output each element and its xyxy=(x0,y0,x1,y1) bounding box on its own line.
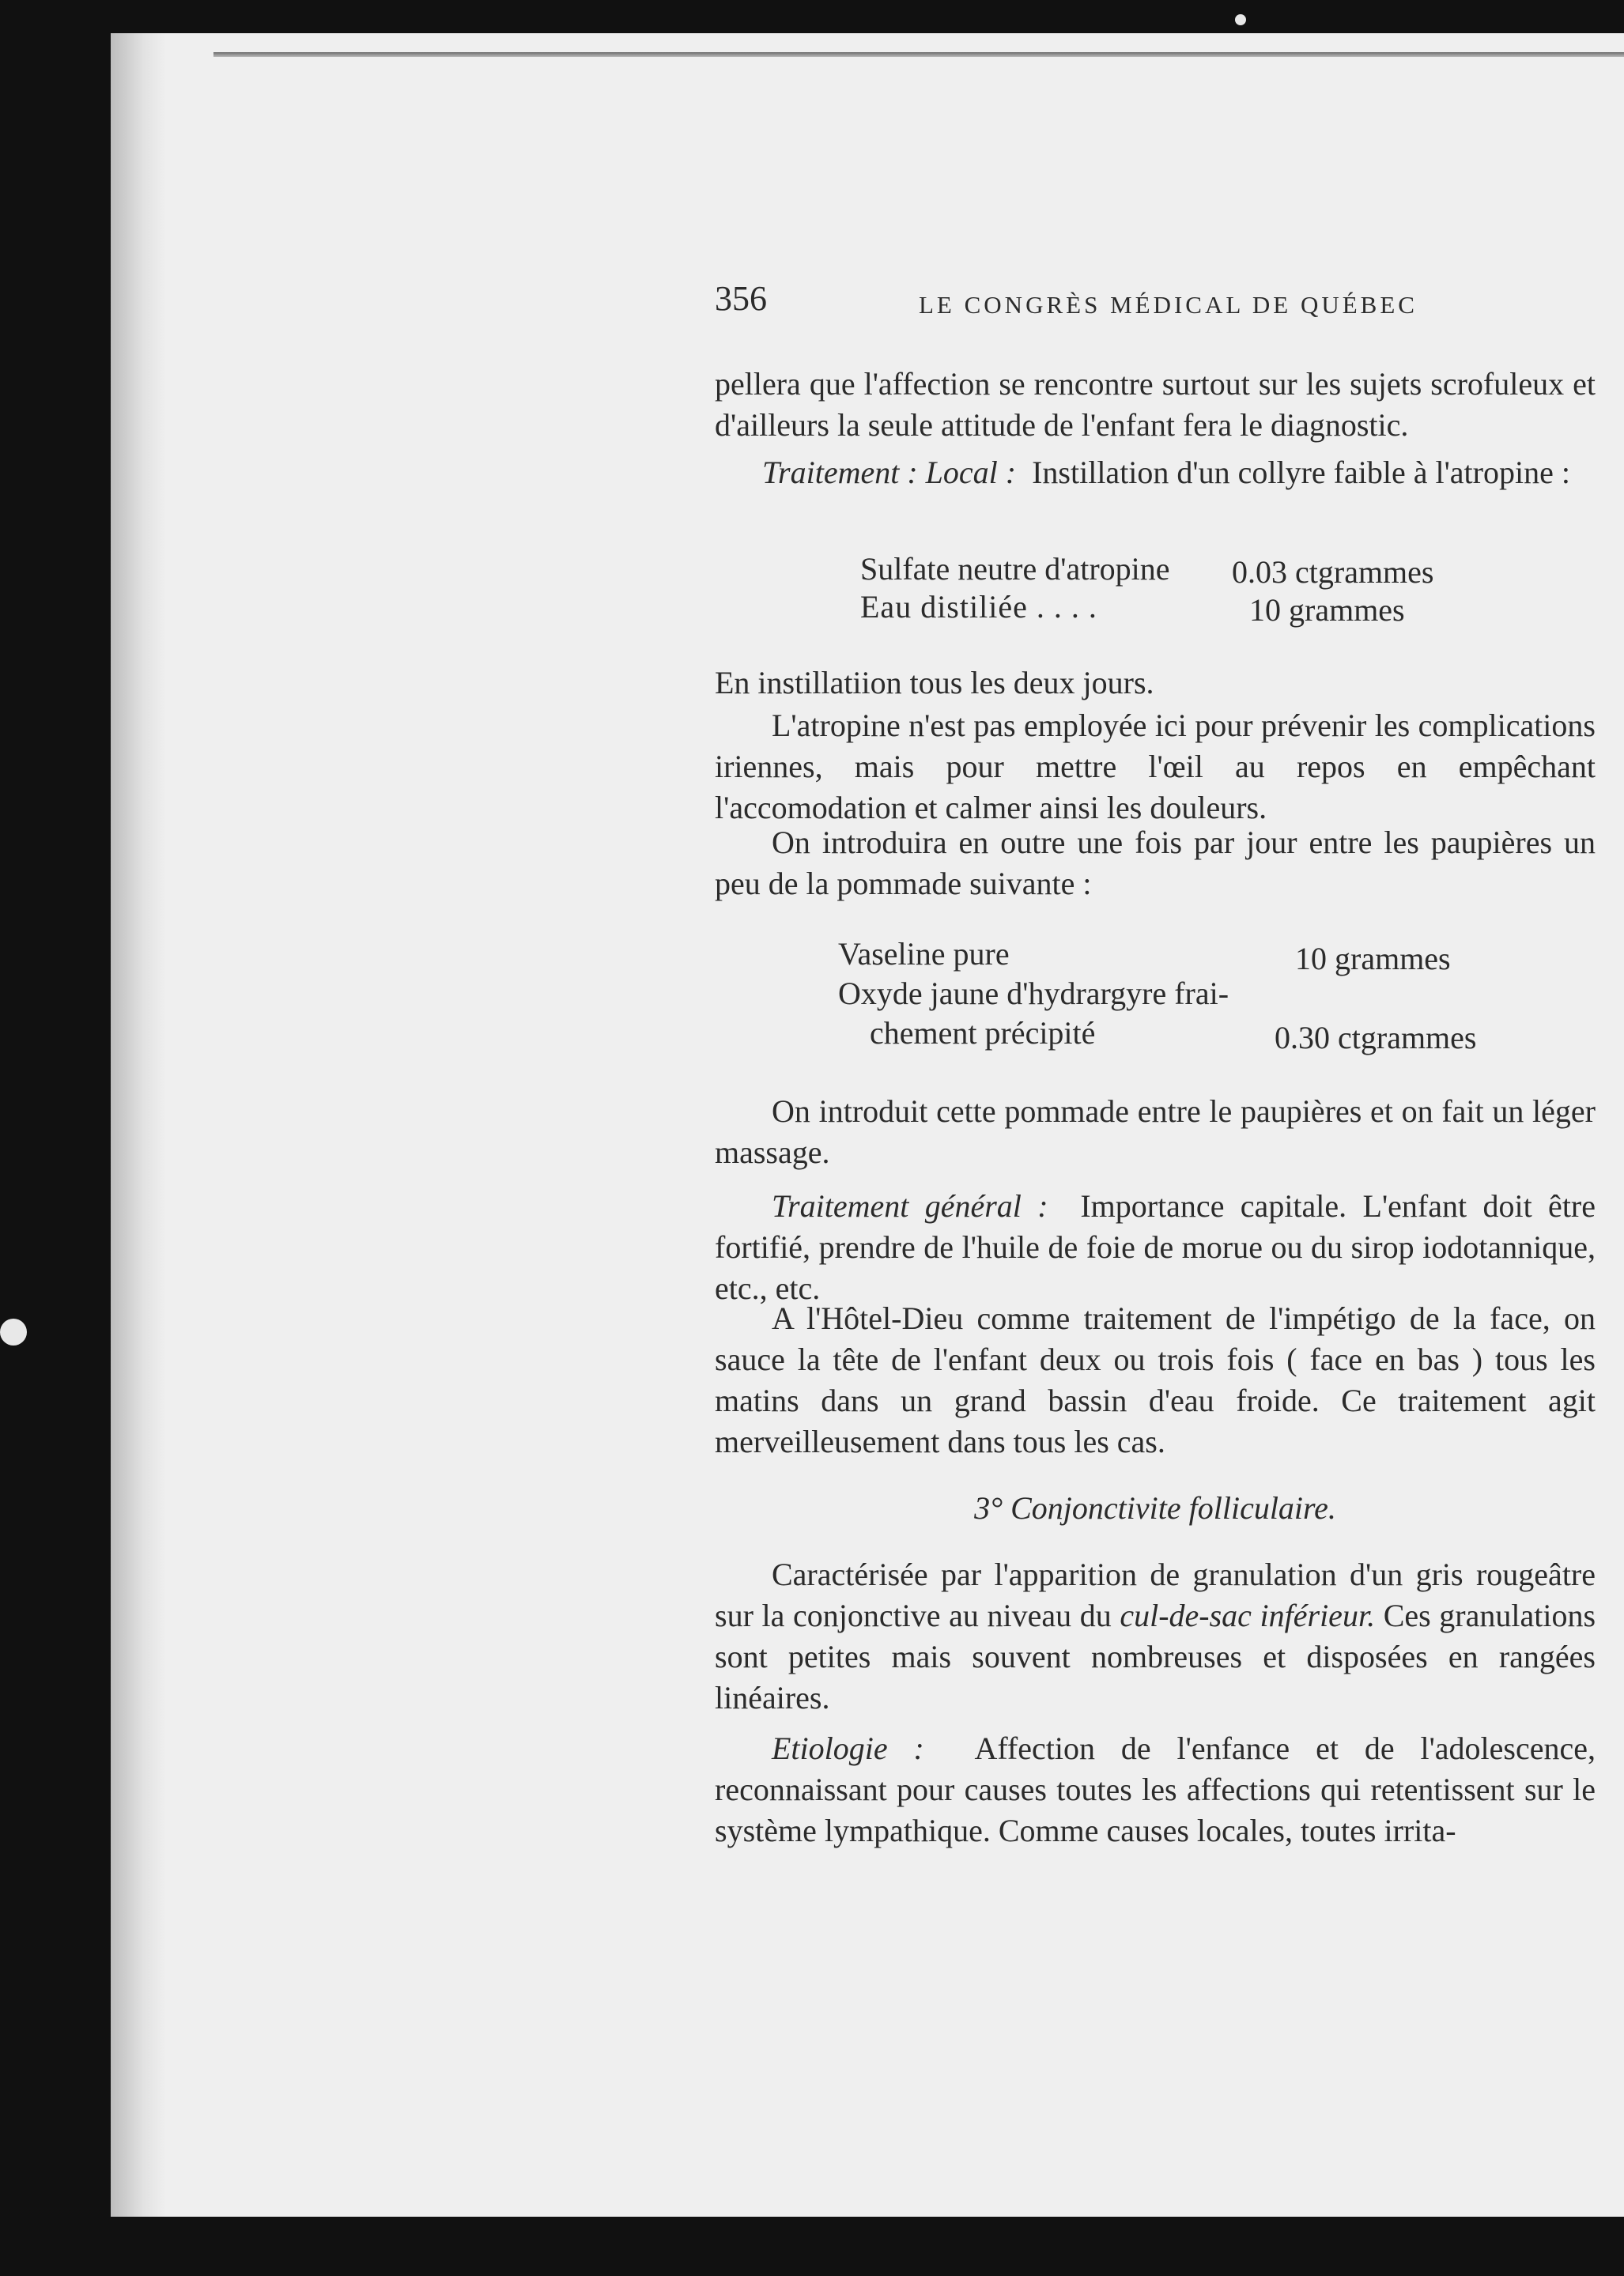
intro-paragraph xyxy=(715,364,1596,446)
paragraph-text: Ces granulations sont petites mais souvent nombreuses et disposées en rangées linéaires. xyxy=(715,1598,1596,1715)
section-label: Traitement : Local : xyxy=(762,455,1017,490)
prescription-dose: 0.03 ctgrammes xyxy=(1232,554,1434,590)
paragraph-text: L'atropine n'est pas employée ici pour prévenir les complications iriennes, mais pour mettre l'œil au repos en empêchant l'accomodation et calmer ainsi les douleurs. xyxy=(715,708,1596,825)
page-top-edge xyxy=(213,52,1624,57)
prescription-dose: 10 grammes xyxy=(1295,941,1451,976)
caracterisee-paragraph xyxy=(715,1554,1596,1719)
paragraph-text: Affection de l'enfance et de l'adolescence, reconnaissant pour causes toutes les affections qui retentissent sur le système lympathique. Comme causes locales, toutes irrita- xyxy=(715,1731,1596,1848)
section-heading: 3° Conjonctivite folliculaire. xyxy=(974,1490,1336,1526)
section-label: Etiologie : xyxy=(772,1731,924,1766)
italic-term: cul-de-sac inférieur. xyxy=(1120,1598,1376,1633)
prescription-item: Eau distiliée . . . . xyxy=(860,589,1097,625)
introduit-paragraph xyxy=(715,1091,1596,1173)
prescription-dose: 10 grammes xyxy=(1249,592,1405,628)
prescription-item: Oxyde jaune d'hydrargyre frai- xyxy=(838,976,1229,1011)
paragraph-text: On introduira en outre une fois par jour entre les paupières un peu de la pommade suivante : xyxy=(715,825,1596,901)
paragraph-text: On introduit cette pommade entre le paupières et on fait un léger massage. xyxy=(715,1093,1596,1170)
paragraph-text: Importance capitale. L'enfant doit être fortifié, prendre de l'huile de foie de morue ou du sirop iodotannique, etc., etc. xyxy=(715,1188,1596,1306)
prescription-1 xyxy=(715,549,1596,628)
running-title: LE CONGRÈS MÉDICAL DE QUÉBEC xyxy=(919,291,1418,319)
hotel-dieu-paragraph xyxy=(715,1298,1596,1463)
traitement-local-paragraph xyxy=(715,452,1596,493)
prescription-2 xyxy=(715,934,1596,1053)
section-label: Traitement général : xyxy=(772,1188,1048,1224)
etiologie-paragraph xyxy=(715,1728,1596,1851)
running-header xyxy=(715,278,1589,326)
prescription-item: Vaseline pure xyxy=(838,936,1010,972)
prescription-item: chement précipité xyxy=(870,1015,1096,1051)
dust-speck xyxy=(1235,14,1246,25)
paragraph-text: Caractérisée par l'apparition de granulation d'un gris rougeâtre sur la conjonctive au niveau du xyxy=(715,1557,1596,1633)
introduira-paragraph xyxy=(715,822,1596,904)
paragraph-text: Instillation d'un collyre faible à l'atropine : xyxy=(1032,455,1570,490)
paragraph-text: A l'Hôtel-Dieu comme traitement de l'impétigo de la face, on sauce la tête de l'enfant deux ou trois fois ( face en bas ) tous les matins dans un grand bassin d'eau froide. Ce traitement agit merveilleusement dans tous les cas. xyxy=(715,1300,1596,1459)
atropine-paragraph xyxy=(715,705,1596,828)
paragraph-text: En instillatiion tous les deux jours. xyxy=(715,665,1154,700)
page-gutter-shadow xyxy=(111,33,166,2217)
dust-speck xyxy=(0,1319,27,1346)
prescription-item: Sulfate neutre d'atropine xyxy=(860,551,1170,587)
traitement-general-paragraph xyxy=(715,1186,1596,1309)
prescription-dose: 0.30 ctgrammes xyxy=(1275,1020,1477,1055)
paragraph-text: pellera que l'affection se rencontre surtout sur les sujets scrofuleux et d'ailleurs la seule attitude de l'enfant fera le diagnostic. xyxy=(715,366,1596,443)
page-number: 356 xyxy=(715,279,767,318)
instillation-line xyxy=(715,662,1596,704)
